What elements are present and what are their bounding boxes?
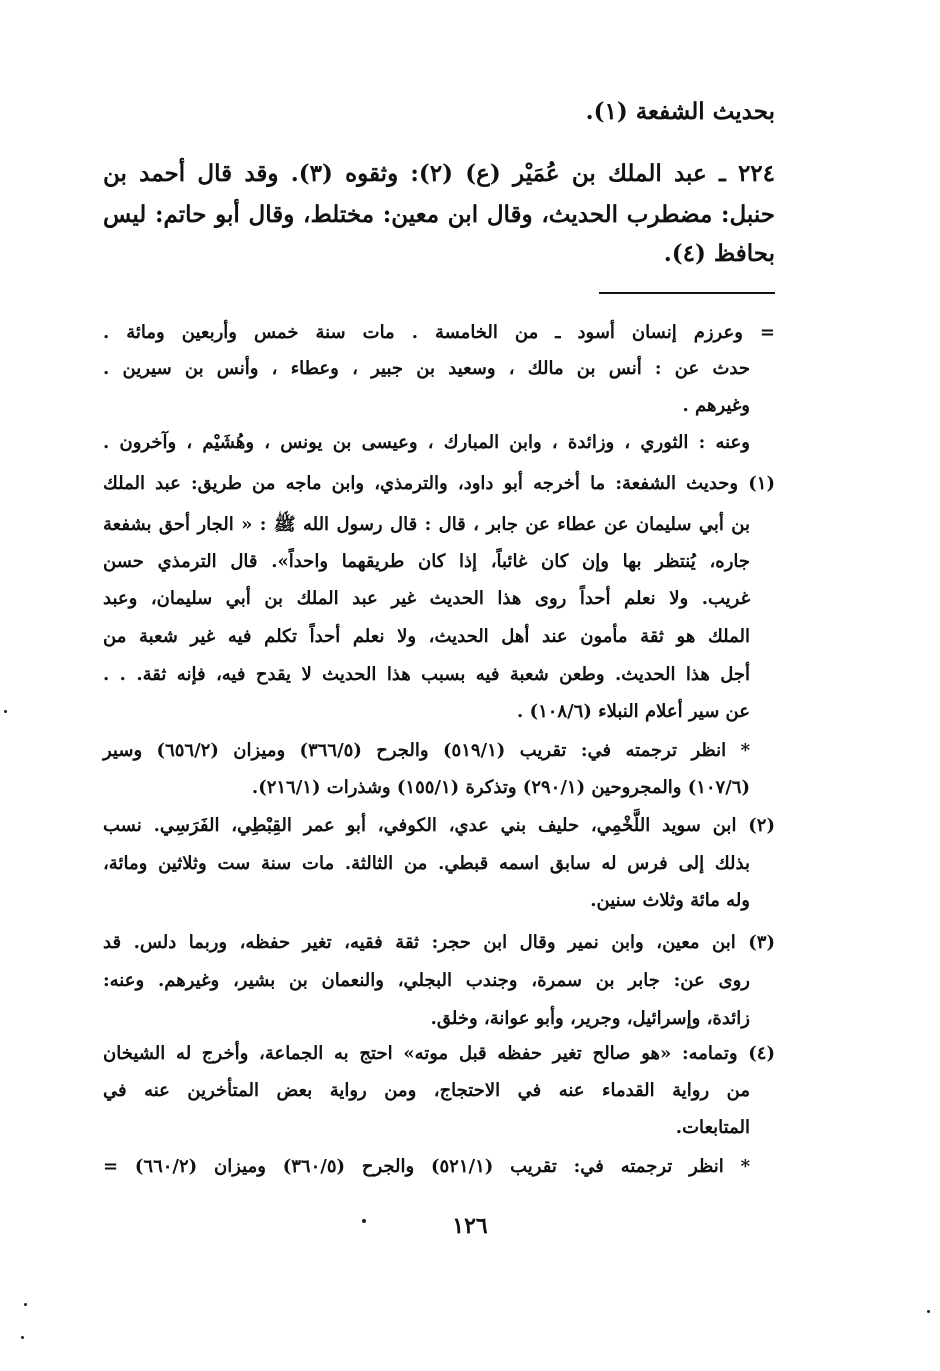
scan-speck — [21, 1336, 24, 1339]
footnote-2-line: (٢) ابن سويد اللَّخْمِي، حليف بني عدي، الكوفي، أبو عمر القِبْطِي، الفَرَسِي. نسب — [103, 815, 775, 836]
footnote-3-line: (٣) ابن معين، وابن نمير وقال ابن حجر: ثقة فقيه، تغير حفظه، وربما دلس. قد — [103, 932, 775, 953]
footnote-4-line: من رواية القدماء عنه في الاحتجاج، ومن رواية بعض المتأخرين عنه في — [103, 1080, 750, 1101]
footnote-1-line: أجل هذا الحديث. وطعن شعبة فيه بسبب هذا الحديث لا يقدح فيه، فإنه ثقة. . . — [103, 664, 750, 685]
main-text-line-1: بحديث الشفعة (١). — [585, 98, 775, 125]
footnote-carry-line: وغيرهم . — [682, 395, 750, 416]
footnote-4-line: المتابعات. — [675, 1117, 750, 1138]
footnote-1-line: (١) وحديث الشفعة: ما أخرجه أبو داود، والترمذي، وابن ماجه من طريق: عبد الملك — [103, 473, 775, 494]
footnote-1-line: جاره، يُنتظر بها وإن كان غائباً، إذا كان طريقهما واحداً». قال الترمذي حسن — [103, 551, 750, 572]
footnote-carry-line: وعنه : الثوري ، وزائدة ، وابن المبارك ، وعيسى بن يونس ، وهُشَيْم ، وآخرون . — [103, 432, 750, 453]
footnote-separator — [599, 292, 775, 294]
footnote-carry-line: = وعرزم إنسان أسود ـ من الخامسة . مات سنة خمس وأربعين ومائة . — [103, 322, 775, 343]
main-text-line-4: بحافظ (٤). — [663, 240, 775, 267]
footnote-1-line: بن أبي سليمان عن عطاء عن جابر ، قال : قال رسول الله ﷺ : « الجار أحق بشفعة — [103, 514, 750, 535]
scan-speck — [362, 1219, 366, 1223]
footnote-carry-line: حدث عن : أنس بن مالك ، وسعيد بن جبير ، وعطاء ، وأنس بن سيرين . — [103, 358, 750, 379]
main-text-line-2: ٢٢٤ ـ عبد الملك بن عُمَيْر (ع) (٢): وثقوه (٣). وقد قال أحمد بن — [103, 160, 775, 187]
scan-speck — [4, 710, 7, 713]
scan-speck — [927, 1310, 930, 1313]
footnote-3-line: زائدة، وإسرائيل، وجرير، وأبو عوانة، وخلق. — [430, 1008, 750, 1029]
footnote-1-line: عن سير أعلام النبلاء (١٠٨/٦) . — [517, 701, 750, 722]
footnote-1-refs-line: (١٠٧/٦) والمجروحين (٢٩٠/١) وتذكرة (١٥٥/١) وشذرات (٢١٦/١). — [251, 777, 750, 798]
footnote-4-line: (٤) وتمامه: «هو صالح تغير حفظه قبل موته» احتج به الجماعة، وأخرج له الشيخان — [103, 1043, 775, 1064]
scan-speck — [24, 1303, 27, 1306]
page-number: ١٢٦ — [452, 1213, 488, 1239]
footnote-3-line: روى عن: جابر بن سمرة، وجندب البجلي، والنعمان بن بشير، وغيرهم. وعنه: — [103, 970, 750, 991]
footnote-4-refs-line: * انظر ترجمته في: تقريب (٥٢١/١) والجرح (٣٦٠/٥) وميزان (٦٦٠/٢) = — [103, 1156, 751, 1177]
main-text-line-3: حنبل: مضطرب الحديث، وقال ابن معين: مختلط، وقال أبو حاتم: ليس — [103, 201, 775, 228]
footnote-2-line: وله مائة وثلاث سنين. — [590, 890, 750, 911]
footnote-2-line: بذلك إلى فرس له سابق اسمه قبطي. من الثالثة. مات سنة ست وثلاثين ومائة، — [103, 853, 750, 874]
footnote-1-line: الملك هو ثقة مأمون عند أهل الحديث، ولا نعلم أحداً تكلم فيه غير شعبة من — [103, 626, 750, 647]
footnote-1-refs-line: * انظر ترجمته في: تقريب (٥١٩/١) والجرح (٣٦٦/٥) وميزان (٦٥٦/٢) وسير — [103, 740, 750, 761]
footnote-1-line: غريب. ولا نعلم أحداً روى هذا الحديث غير عبد الملك بن أبي سليمان، وعبد — [103, 588, 750, 609]
